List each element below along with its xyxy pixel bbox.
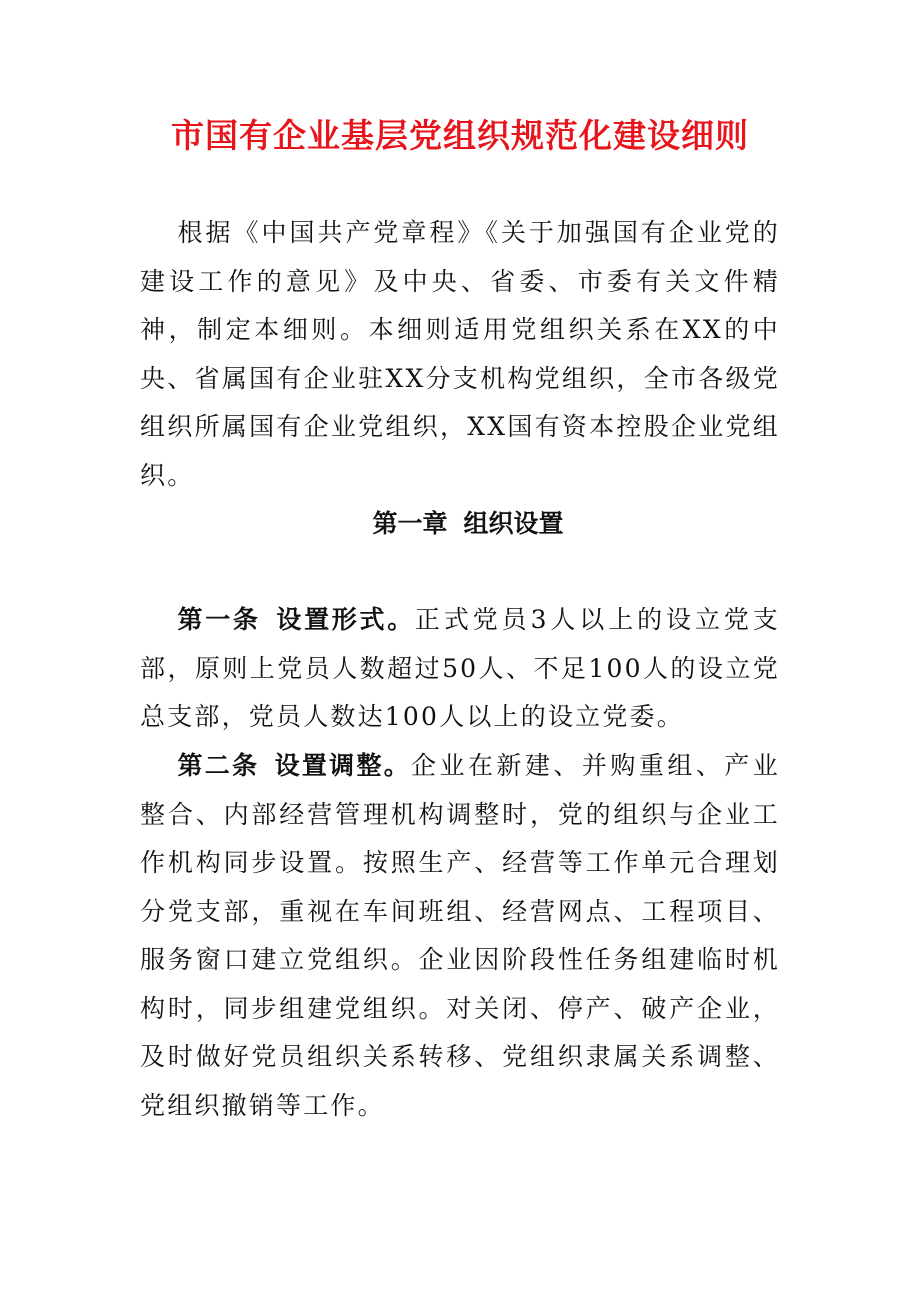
chapter-number: 第一章 <box>372 509 448 538</box>
document-title: 市国有企业基层党组织规范化建设细则 <box>171 116 749 155</box>
chapter-name: 组织设置 <box>463 509 564 538</box>
article-2-title: 设置调整。 <box>273 751 412 780</box>
article-1-title: 设置形式。 <box>274 605 415 634</box>
article-1-heading <box>178 605 415 634</box>
article-2 <box>140 742 780 1130</box>
article-1-number: 第一条 <box>177 605 261 634</box>
intro-paragraph: 根据《中国共产党章程》《关于加强国有企业党的建设工作的意见》及中央、省委、市委有关文件精神，制定本细则。本细则适用党组织关系在XX的中央、省属国有企业驻XX分支机构党组织，全市各级党组织所属国有企业党组织，XX国有资本控股企业党组织。 <box>140 218 780 490</box>
article-2-number: 第二条 <box>177 751 260 780</box>
article-2-text: 企业在新建、并购重组、产业整合、内部经营管理机构调整时，党的组织与企业工作机构同步设置。按照生产、经营等工作单元合理划分党支部，重视在车间班组、经营网点、工程项目、服务窗口建立党组织。企业因阶段性任务组建临时机构时，同步组建党组织。对关闭、停产、破产企业，及时做好党员组织关系转移、党组织隶属关系调整、党组织撤销等工作。 <box>140 751 780 1120</box>
chapter-heading <box>0 502 920 546</box>
article-1-text: 正式党员3人以上的设立党支部，原则上党员人数超过50人、不足100人的设立党总支部，党员人数达100人以上的设立党委。 <box>140 605 780 731</box>
article-2-heading <box>178 751 412 780</box>
article-1 <box>140 596 780 742</box>
